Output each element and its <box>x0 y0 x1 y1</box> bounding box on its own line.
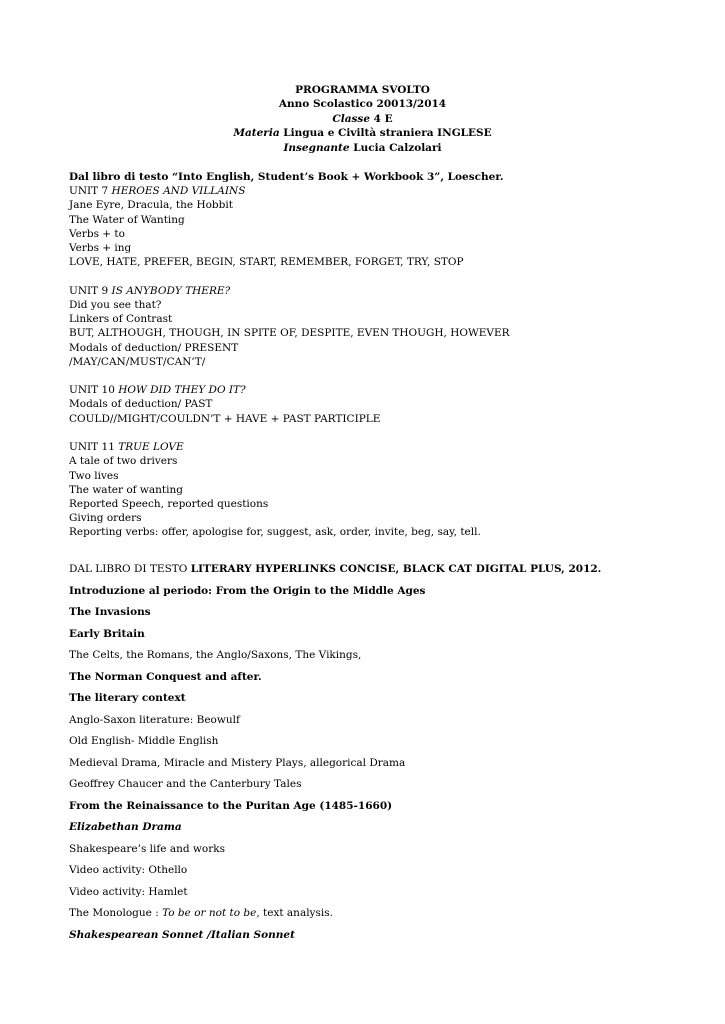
unit-number: UNIT 11 <box>69 441 119 454</box>
unit-item: Two lives <box>69 469 119 482</box>
subject-label: Materia <box>233 127 280 140</box>
unit-item: Jane Eyre, Dracula, the Hobbit <box>69 199 233 212</box>
unit-heading <box>69 440 709 454</box>
unit-item: LOVE, HATE, PREFER, BEGIN, START, REMEMBER, FORGET, TRY, STOP <box>69 256 464 269</box>
unit-block <box>69 184 709 269</box>
norman-conquest-heading: The Norman Conquest and after. <box>69 670 262 683</box>
document-title: PROGRAMMA SVOLTO <box>295 84 430 96</box>
sonnet-heading: Shakespearean Sonnet /Italian Sonnet <box>69 928 295 941</box>
unit-number: UNIT 7 <box>69 185 112 198</box>
unit-item: A tale of two drivers <box>69 455 178 468</box>
monologue-text <box>69 906 709 920</box>
literary-context-heading: The literary context <box>69 692 186 704</box>
unit-title: HEROES AND VILLAINS <box>111 185 246 198</box>
textbook-1-section <box>69 170 709 540</box>
othello-text: Video activity: Othello <box>69 864 188 876</box>
unit-heading <box>69 184 709 198</box>
unit-item: Modals of deduction/ PAST <box>69 398 213 411</box>
unit-item: Linkers of Contrast <box>69 313 173 326</box>
unit-heading <box>69 383 709 397</box>
invasions-heading: The Invasions <box>69 606 151 618</box>
textbook-2-heading-prefix: DAL LIBRO DI TESTO <box>69 563 191 575</box>
chaucer-text: Geoffrey Chaucer and the Canterbury Tales <box>69 778 302 790</box>
unit-item: Reporting verbs: offer, apologise for, suggest, ask, order, invite, beg, say, tell. <box>69 526 481 539</box>
school-year: Anno Scolastico 20013/2014 <box>278 98 447 111</box>
unit-item: The water of wanting <box>69 483 183 496</box>
renaissance-heading: From the Reinaissance to the Puritan Age (1485-1660) <box>69 799 393 812</box>
monologue-quote: To be or not to be, <box>162 907 260 919</box>
unit-item: Giving orders <box>69 512 142 525</box>
early-britain-heading: Early Britain <box>69 627 145 640</box>
hamlet-text: Video activity: Hamlet <box>69 885 188 898</box>
unit-item: /MAY/CAN/MUST/CAN’T/ <box>69 355 206 368</box>
unit-heading <box>69 284 709 298</box>
anglo-saxon-text: Anglo-Saxon literature: Beowulf <box>69 713 240 726</box>
unit-block <box>69 284 709 369</box>
unit-title: IS ANYBODY THERE? <box>111 284 231 297</box>
unit-number: UNIT 9 <box>69 284 112 297</box>
unit-block <box>69 383 709 426</box>
shakespeare-text: Shakespeare’s life and works <box>69 842 225 855</box>
textbook-2-section <box>69 562 709 949</box>
unit-item: COULD//MIGHT/COULDN’T + HAVE + PAST PARTICIPLE <box>69 412 381 425</box>
class-label: Classe <box>332 112 371 125</box>
monologue-prefix: The Monologue : <box>69 907 163 919</box>
subject-line <box>0 126 725 140</box>
class-value: 4 E <box>370 112 393 125</box>
unit-item: Reported Speech, reported questions <box>69 497 269 510</box>
unit-item: Did you see that? <box>69 298 162 311</box>
textbook-2-title: LITERARY HYPERLINKS CONCISE, BLACK CAT DIGITAL PLUS, 2012. <box>190 563 602 575</box>
unit-item: BUT, ALTHOUGH, THOUGH, IN SPITE OF, DESPITE, EVEN THOUGH, HOWEVER <box>69 327 510 340</box>
unit-title: TRUE LOVE <box>118 441 184 454</box>
unit-item: Verbs + ing <box>69 242 132 255</box>
teacher-line <box>0 141 725 155</box>
subject-value: Lingua e Civiltà straniera INGLESE <box>279 127 492 140</box>
textbook-1-heading: Dal libro di testo “Into English, Student’s Book + Workbook 3”, Loescher. <box>69 171 504 183</box>
teacher-value: Lucia Calzolari <box>349 141 442 154</box>
teacher-label: Insegnante <box>283 141 350 154</box>
old-english-text: Old English- Middle English <box>69 735 219 747</box>
period-intro-heading: Introduzione al periodo: From the Origin to the Middle Ages <box>69 584 426 597</box>
unit-title: HOW DID THEY DO IT? <box>118 384 246 397</box>
medieval-drama-text: Medieval Drama, Miracle and Mistery Plays, allegorical Drama <box>69 756 406 769</box>
unit-item: Verbs + to <box>69 227 125 240</box>
monologue-suffix: text analysis. <box>259 907 333 919</box>
unit-block <box>69 440 709 539</box>
textbook-2-heading <box>69 562 709 576</box>
unit-number: UNIT 10 <box>69 384 119 397</box>
document-header <box>0 83 725 155</box>
class-line <box>0 112 725 126</box>
peoples-text: The Celts, the Romans, the Anglo/Saxons, The Vikings, <box>69 649 362 661</box>
unit-item: Modals of deduction/ PRESENT <box>69 341 239 354</box>
elizabethan-drama-heading: Elizabethan Drama <box>69 821 182 833</box>
unit-item: The Water of Wanting <box>69 213 185 226</box>
